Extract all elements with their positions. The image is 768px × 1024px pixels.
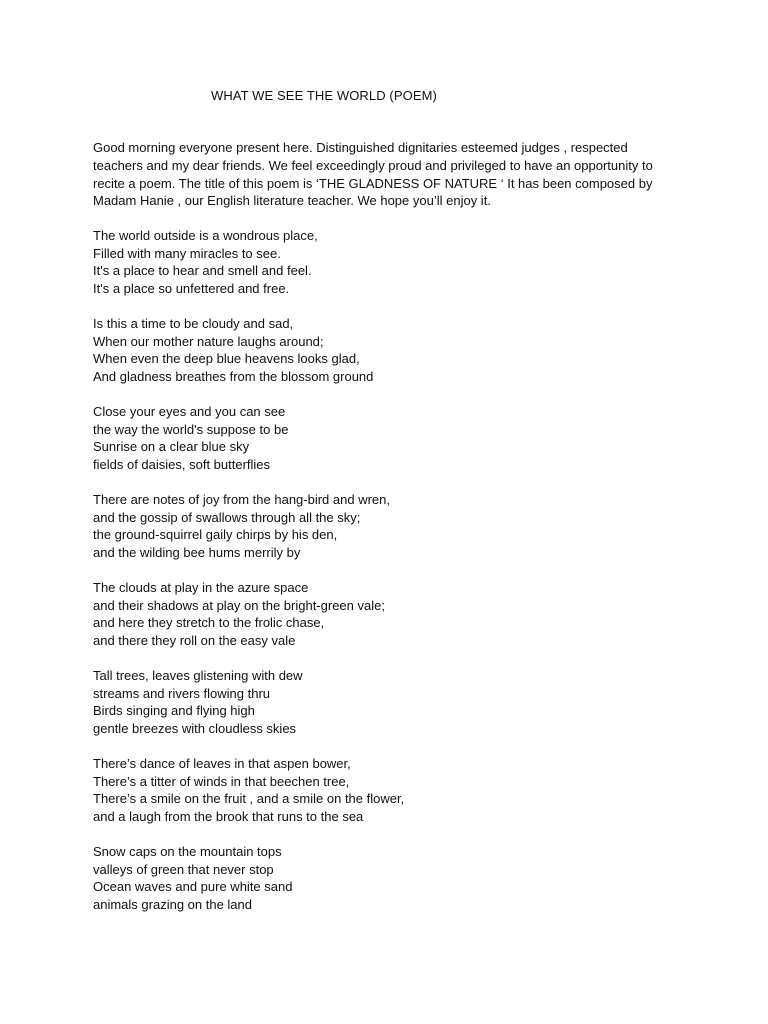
poem-line: And gladness breathes from the blossom ground [93, 368, 374, 384]
poem-line: There’s a smile on the fruit , and a smile on the flower, [93, 791, 405, 807]
poem-line: gentle breezes with cloudless skies [93, 720, 297, 736]
poem-line: valleys of green that never stop [93, 861, 274, 877]
poem-line: It's a place so unfettered and free. [93, 280, 290, 296]
poem-line: and the wilding bee hums merrily by [93, 544, 301, 560]
poem-line: the ground-squirrel gaily chirps by his den, [93, 527, 338, 543]
poem-line: and the gossip of swallows through all the sky; [93, 509, 361, 525]
poem-line: The world outside is a wondrous place, [93, 228, 318, 243]
poem-line: the way the world's suppose to be [93, 421, 289, 437]
poem-line: and here they stretch to the frolic chase, [93, 615, 325, 631]
poem-line: animals grazing on the land [93, 896, 252, 912]
stanza-6 [93, 667, 303, 737]
poem-line: and a laugh from the brook that runs to the sea [93, 808, 364, 824]
intro-line: Good morning everyone present here. Distinguished dignitaries esteemed judges , respected [93, 140, 628, 155]
poem-line: The clouds at play in the azure space [93, 580, 309, 595]
poem-line: Filled with many miracles to see. [93, 245, 281, 261]
intro-paragraph [93, 139, 653, 210]
stanza-7 [93, 755, 404, 825]
poem-line: and their shadows at play on the bright-green vale; [93, 597, 385, 613]
poem-line: There are notes of joy from the hang-bird and wren, [93, 492, 390, 507]
stanza-1 [93, 227, 318, 297]
stanza-8 [93, 843, 292, 913]
poem-line: fields of daisies, soft butterflies [93, 456, 271, 472]
page-title: WHAT WE SEE THE WORLD (POEM) [211, 88, 437, 103]
poem-line: Close your eyes and you can see [93, 404, 286, 419]
stanza-2 [93, 315, 373, 385]
poem-line: Snow caps on the mountain tops [93, 844, 282, 859]
poem-line: There’s a titter of winds in that beechen tree, [93, 773, 350, 789]
intro-line: teachers and my dear friends. We feel exceedingly proud and privileged to have an opportunity to [93, 157, 653, 173]
stanza-5 [93, 579, 385, 649]
poem-line: Ocean waves and pure white sand [93, 879, 293, 895]
poem-line: There’s dance of leaves in that aspen bower, [93, 756, 351, 771]
intro-line: Madam Hanie , our English literature teacher. We hope you’ll enjoy it. [93, 193, 491, 209]
poem-line: Sunrise on a clear blue sky [93, 439, 250, 455]
poem-line: Birds singing and flying high [93, 703, 255, 719]
poem-line: It's a place to hear and smell and feel. [93, 263, 312, 279]
poem-line: When even the deep blue heavens looks glad, [93, 351, 360, 367]
poem-line: streams and rivers flowing thru [93, 685, 271, 701]
stanza-4 [93, 491, 390, 561]
stanza-3 [93, 403, 288, 473]
poem-line: and there they roll on the easy vale [93, 632, 296, 648]
intro-line: recite a poem. The title of this poem is ‘THE GLADNESS OF NATURE ‘ It has been composed by [93, 175, 653, 191]
poem-line: Tall trees, leaves glistening with dew [93, 668, 303, 683]
poem-line: When our mother nature laughs around; [93, 333, 324, 349]
poem-line: Is this a time to be cloudy and sad, [93, 316, 294, 331]
